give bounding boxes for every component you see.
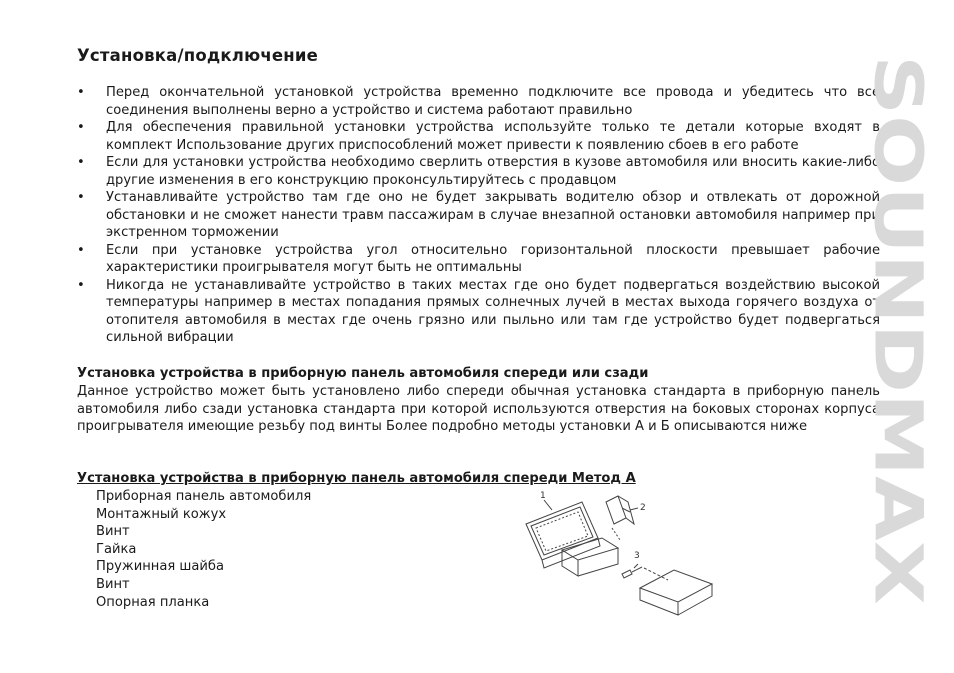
brand-logo xyxy=(848,50,948,610)
list-item xyxy=(77,119,880,154)
list-item: Пружинная шайба xyxy=(96,559,225,575)
bullet-icon: • xyxy=(77,120,85,135)
list-item-text: Если при установке устройства угол относительно горизонтальной плоскости превышает рабочие характеристики проигрывателя могут быть не оптимальны xyxy=(106,242,880,275)
list-item: Винт xyxy=(96,524,130,540)
diagram-label-3: 3 xyxy=(634,551,640,561)
parts-list xyxy=(96,488,311,611)
list-item xyxy=(77,154,880,189)
list-item-text: Никогда не устанавливайте устройство в таких местах где оно будет подвергаться воздействию высокой температуры например в местах попадания прямых солнечных лучей в местах выхода горячего воздуха от отопителя автомобиля в местах где очень грязно или пыльно или там где устройство будет подвергаться сильной вибрации xyxy=(106,277,880,345)
section-heading-method-a: Установка устройства в приборную панель автомобиля спереди Метод А xyxy=(77,471,636,486)
list-item-text: Для обеспечения правильной установки устройства используйте только те детали которые входят в комплект Использование других приспособлений может привести к появлению сбоев в его работе xyxy=(106,120,880,153)
list-item: Монтажный кожух xyxy=(96,506,227,522)
diagram-label-2: 2 xyxy=(640,503,646,513)
section-paragraph: Данное устройство может быть установлено либо спереди обычная установка стандарта в приборную панель автомобиля либо сзади установка стандарта при которой используются отверстия на боковых сторонах корпуса проигрывателя имеющие резьбу под винты Более подробно методы установки А и Б описываются ниже xyxy=(77,384,880,434)
list-item: Приборная панель автомобиля xyxy=(96,489,312,504)
bullet-icon: • xyxy=(77,277,85,293)
page-title: Установка/подключение xyxy=(77,46,318,65)
list-item xyxy=(77,84,880,119)
list-item xyxy=(77,189,880,242)
section-heading-front-rear: Установка устройства в приборную панель автомобиля спереди или сзади xyxy=(77,366,649,381)
list-item: Опорная планка xyxy=(96,594,210,610)
precautions-list xyxy=(77,84,880,347)
list-item-text: Перед окончательной установкой устройства временно подключите все провода и убедитесь что все соединения выполнены верно а устройство и система работают правильно xyxy=(106,85,880,118)
bullet-icon: • xyxy=(77,155,85,170)
list-item-text: Если для установки устройства необходимо сверлить отверстия в кузове автомобиля или вносить какие-либо другие изменения в его конструкцию проконсультируйтесь с продавцом xyxy=(106,155,880,188)
brand-logo-text: SOUNDMAX xyxy=(859,55,937,490)
bullet-icon: • xyxy=(77,190,85,205)
list-item-text: Устанавливайте устройство там где оно не будет закрывать водителю обзор и отвлекать от дорожной обстановки и не сможет нанести травм пассажирам в случае внезапной остановки автомобиля например при экстренном торможении xyxy=(106,190,880,240)
list-item: Винт xyxy=(96,576,130,592)
installation-diagram xyxy=(522,488,722,618)
list-item: Гайка xyxy=(96,541,137,557)
diagram-label-1: 1 xyxy=(540,491,546,501)
list-item xyxy=(77,277,880,347)
bullet-icon: • xyxy=(77,242,85,258)
list-item xyxy=(77,242,880,277)
bullet-icon: • xyxy=(77,85,85,100)
